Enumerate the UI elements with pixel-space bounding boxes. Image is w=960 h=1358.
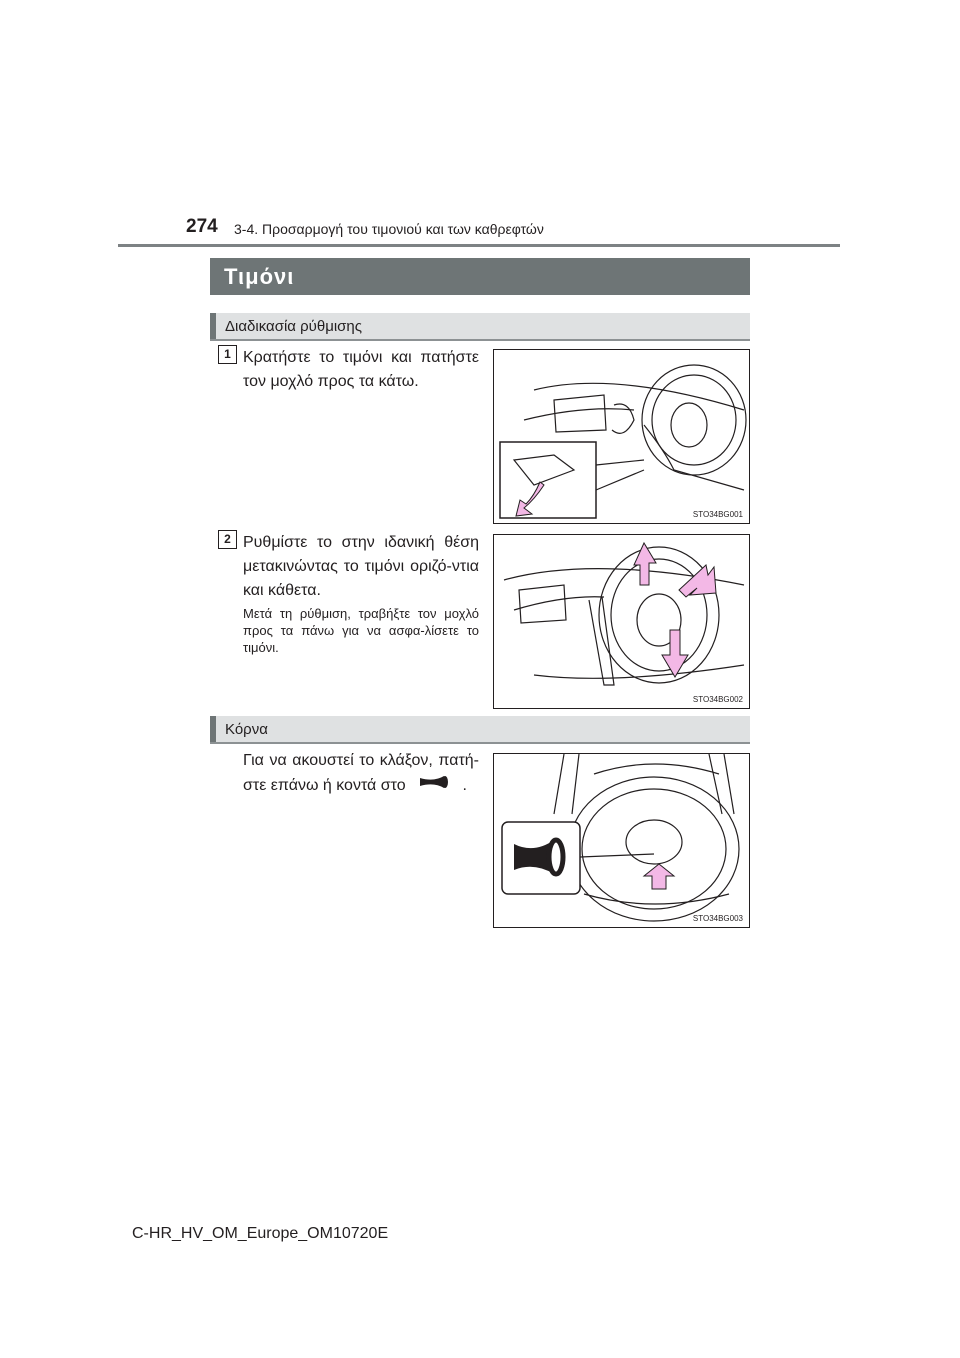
horn-icon: [418, 773, 450, 799]
figure-code: STO34BG001: [692, 510, 743, 519]
section-title: Τιμόνι: [224, 264, 295, 289]
horn-text: [243, 749, 479, 799]
horn-text-main: Για να ακουστεί το κλάξον, πατή-στε επάνω ή κοντά στο: [243, 752, 479, 795]
step-2-note: Μετά τη ρύθμιση, τραβήξτε τον μοχλό προς τα πάνω για να ασφα-λίσετε το τιμόνι.: [243, 606, 479, 655]
horn-text-end: .: [462, 777, 467, 795]
subheading-accent: [210, 716, 216, 742]
step-2-number: 2: [218, 530, 237, 549]
figure-code: STO34BG003: [692, 914, 743, 923]
adjustment-subheading: [210, 313, 750, 341]
footer-document-id: C-HR_HV_OM_Europe_OM10720E: [132, 1225, 389, 1242]
horn-heading-text: Κόρνα: [225, 721, 268, 738]
step-1-number: 1: [218, 345, 237, 364]
figure-horn-location: [493, 753, 750, 928]
page-number: 274: [186, 216, 218, 237]
step-2-text: Ρυθμίστε το στην ιδανική θέση μετακινώντας το τιμόνι οριζό-ντια και κάθετα.: [243, 534, 479, 599]
figure-code: STO34BG002: [692, 695, 743, 704]
figure-steering-release-lever: [493, 349, 750, 524]
adjustment-heading-text: Διαδικασία ρύθμισης: [225, 318, 363, 335]
header-rule: [118, 244, 840, 247]
chapter-title: 3-4. Προσαρμογή του τιμονιού και των καθρεφτών: [234, 221, 544, 237]
step-1-text: Κρατήστε το τιμόνι και πατήστε τον μοχλό προς τα κάτω.: [243, 349, 479, 390]
horn-subheading: [210, 716, 750, 744]
subheading-accent: [210, 313, 216, 339]
figure-steering-position-adjust: [493, 534, 750, 709]
